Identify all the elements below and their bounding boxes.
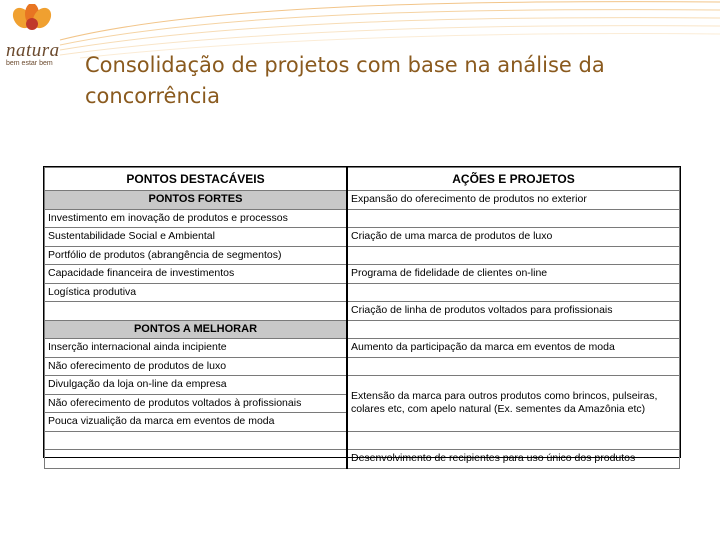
projects-table [43,166,681,465]
strength-item: Logística produtiva [45,283,348,302]
right-column-header: AÇÕES E PROJETOS [347,168,680,191]
empty-cell [347,320,680,339]
improvement-item: Não oferecimento de produtos de luxo [45,357,348,376]
empty-cell [45,431,348,450]
improvement-item: Não oferecimento de produtos voltados à profissionais [45,394,348,413]
action-cell: Extensão da marca para outros produtos como brincos, pulseiras, colares etc, com apelo natural (Ex. sementes da Amazônia etc) [347,376,680,432]
flower-logo-icon [2,4,72,44]
empty-cell [347,431,680,450]
action-cell: Aumento da participação da marca em eventos de moda [347,339,680,358]
logo-tagline: bem estar bem [6,60,53,67]
strength-item: Capacidade financeira de investimentos [45,265,348,284]
natura-logo [2,4,72,66]
improvement-item: Divulgação da loja on-line da empresa [45,376,348,395]
strength-item: Portfólio de produtos (abrangência de segmentos) [45,246,348,265]
action-cell: Expansão do oferecimento de produtos no exterior [347,191,680,210]
empty-cell [45,450,348,469]
action-cell: Programa de fidelidade de clientes on-line [347,265,680,284]
strengths-header: PONTOS FORTES [45,191,348,210]
empty-cell [347,209,680,228]
empty-cell [347,357,680,376]
improvement-item: Inserção internacional ainda incipiente [45,339,348,358]
action-cell: Criação de linha de produtos voltados para profissionais [347,302,680,321]
strength-item: Investimento em inovação de produtos e processos [45,209,348,228]
empty-cell [347,246,680,265]
logo-wordmark: natura [6,40,60,61]
strength-item: Sustentabilidade Social e Ambiental [45,228,348,247]
empty-cell [347,283,680,302]
empty-cell [45,302,348,321]
improvements-header: PONTOS A MELHORAR [45,320,348,339]
action-cell: Desenvolvimento de recipientes para uso único dos produtos [347,450,680,469]
improvement-item: Pouca vizualição da marca em eventos de moda [45,413,348,432]
action-cell: Criação de uma marca de produtos de luxo [347,228,680,247]
left-column-header: PONTOS DESTACÁVEIS [45,168,348,191]
page-title: Consolidação de projetos com base na análise da concorrência [85,53,605,108]
